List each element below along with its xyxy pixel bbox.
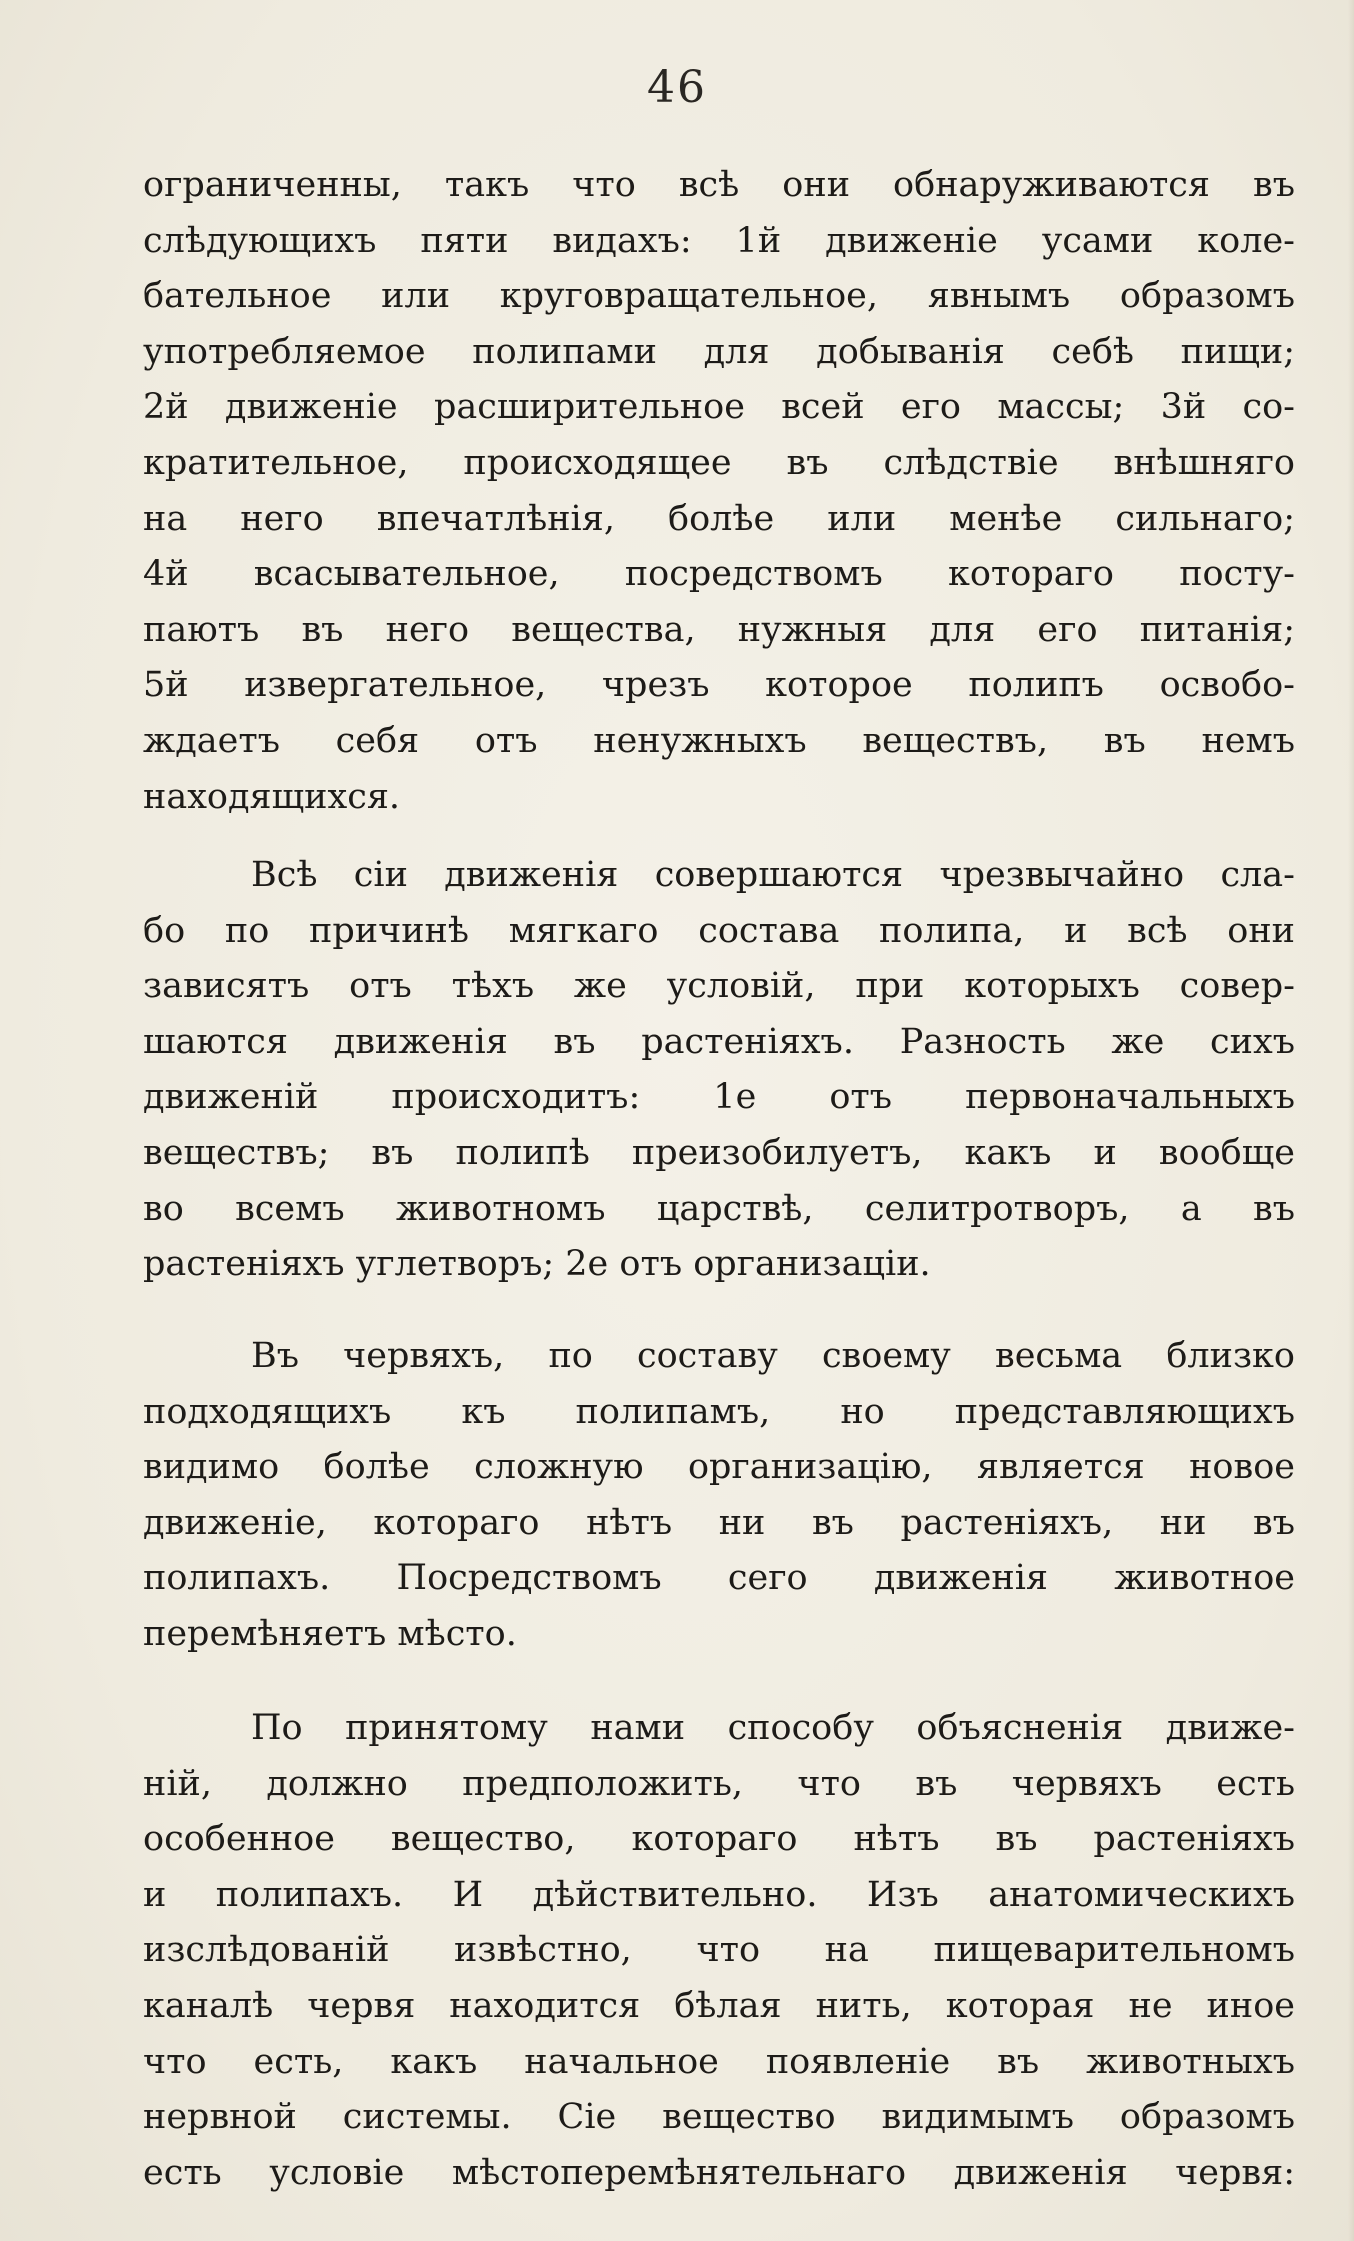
page-edge-shadow: [1348, 0, 1354, 2241]
text-line: изслѣдованій извѣстно, что на пищеварительномъ: [143, 1930, 1295, 1971]
text-line: бательное или круговращательное, явнымъ образомъ: [143, 276, 1295, 317]
text-line: употребляемое полипами для добыванія себѣ пищи;: [143, 331, 1295, 372]
paragraph-3: [143, 1329, 1295, 1663]
paragraph-1: [143, 158, 1295, 825]
text-line: слѣдующихъ пяти видахъ: 1й движеніе усами коле-: [143, 220, 1295, 261]
text-line: видимо болѣе сложную организацію, является новое: [143, 1447, 1295, 1488]
text-line: движеній происходитъ: 1е отъ первоначальныхъ: [143, 1077, 1295, 1118]
text-line: зависятъ отъ тѣхъ же условій, при которыхъ совер-: [143, 966, 1295, 1007]
text-line: ждаетъ себя отъ ненужныхъ веществъ, въ немъ: [143, 720, 1295, 761]
text-line: растеніяхъ углетворъ; 2е отъ организаціи.: [143, 1244, 931, 1285]
text-line: По принятому нами способу объясненія движе-: [251, 1708, 1295, 1748]
text-line: веществъ; въ полипѣ преизобилуетъ, какъ и вообще: [143, 1132, 1295, 1173]
text-line: на него впечатлѣнія, болѣе или менѣе сильнаго;: [143, 498, 1295, 539]
text-line: во всемъ животномъ царствѣ, селитротворъ, а въ: [143, 1188, 1295, 1229]
text-line: паютъ въ него вещества, нужныя для его питанія;: [143, 609, 1295, 650]
text-line: ній, должно предположить, что въ червяхъ есть: [143, 1763, 1295, 1804]
page-number: 46: [647, 62, 707, 113]
text-line: подходящихъ къ полипамъ, но представляющихъ: [143, 1391, 1295, 1432]
text-line: есть условіе мѣстоперемѣнятельнаго движенія червя:: [143, 2152, 1295, 2193]
text-line: бо по причинѣ мягкаго состава полипа, и всѣ они: [143, 910, 1295, 951]
text-line: 2й движеніе расширительное всей его массы; 3й со-: [143, 387, 1295, 428]
text-line: движеніе, котораго нѣтъ ни въ растеніяхъ, ни въ: [143, 1502, 1295, 1543]
text-line: что есть, какъ начальное появленіе въ животныхъ: [143, 2041, 1295, 2082]
text-line: 4й всасывательное, посредствомъ котораго посту-: [143, 554, 1295, 595]
text-line: и полипахъ. И дѣйствительно. Изъ анатомическихъ: [143, 1874, 1295, 1915]
text-line: Въ червяхъ, по составу своему весьма близко: [251, 1336, 1295, 1376]
text-line: Всѣ сіи движенія совершаются чрезвычайно сла-: [251, 855, 1295, 895]
text-line: перемѣняетъ мѣсто.: [143, 1613, 517, 1654]
text-line: 5й извергательное, чрезъ которое полипъ освобо-: [143, 665, 1295, 706]
paragraph-4: [143, 1701, 1295, 2201]
text-line: каналѣ червя находится бѣлая нить, которая не иное: [143, 1985, 1295, 2026]
text-line: особенное вещество, котораго нѣтъ въ растеніяхъ: [143, 1819, 1295, 1860]
text-line: полипахъ. Посредствомъ сего движенія животное: [143, 1558, 1295, 1599]
text-line: шаются движенія въ растеніяхъ. Разность же сихъ: [143, 1021, 1295, 1062]
paragraph-2: [143, 848, 1295, 1293]
text-line: ограниченны, такъ что всѣ они обнаруживаются въ: [143, 165, 1295, 205]
text-line: нервной системы. Сіе вещество видимымъ образомъ: [143, 2097, 1295, 2138]
text-line: кратительное, происходящее въ слѣдствіе внѣшняго: [143, 442, 1295, 483]
text-line: находящихся.: [143, 776, 401, 817]
